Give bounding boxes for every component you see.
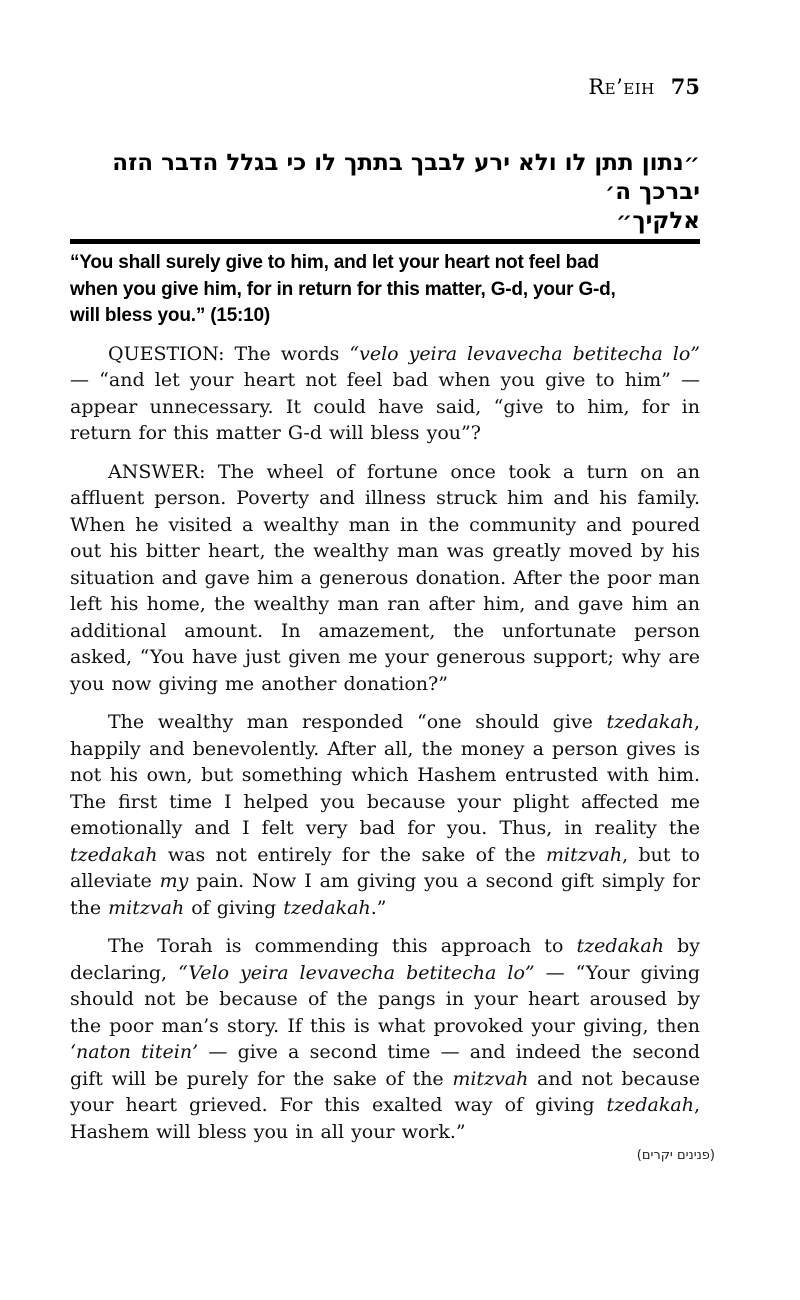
text-line: when you give him, for in return for this matter, G-d, your G-d, [70,278,616,300]
divider-rule [70,239,700,244]
paragraph: QUESTION: The words “velo yeira levavecha betitecha lo” — “and let your heart not feel bad when you give to him” — appear unnecessary. It could have said, “give to him, for in return for this matter G-d will bless you”? [70,342,700,444]
page-number: 75 [670,74,700,99]
paragraph: The wealthy man responded “one should give tzedakah, happily and benevolently. After all, the money a person gives is not his own, but something which Hashem entrusted with him. The first time I helped you because your plight affected me emotionally and I felt very bad for you. Thus, in reality the tzedakah was not entirely for the sake of the mitzvah, but to alleviate my pain. Now I am giving you a second gift simply for the mitzvah of giving tzedakah.” [70,711,700,919]
paragraph: The Torah is commending this approach to tzedakah by declaring, “Velo yeira levavecha betitecha lo” — “Your giving should not be because of the pangs in your heart aroused by the poor man’s story. If this is what provoked your giving, then ‘naton titein’ — give a second time — and indeed the second gift will be purely for the sake of the mitzvah and not because your heart grieved. For this exalted way of giving tzedakah, Hashem will bless you in all your work.” [70,935,701,1143]
verse-translation [70,250,700,330]
text-line: ״נתון תתן לו ולא ירע לבבך בתתך לו כי בגלל הדבר הזה יברכך ה׳ [112,150,700,205]
text-line: אלקיך״ [616,208,700,234]
section-title: Re’eih [588,75,655,99]
hebrew-verse [70,149,700,236]
paragraph: ANSWER: The wheel of fortune once took a turn on an affluent person. Poverty and illness struck him and his family. When he visited a wealthy man in the community and poured out his bitter heart, the wealthy man was greatly moved by his situation and gave him a generous donation. After the poor man left his home, the wealthy man ran after him, and gave him an additional amount. In amazement, the unfortunate person asked, “You have just given me your generous support; why are you now giving me another donation?” [70,460,700,695]
text-line: will bless you.” (15:10) [70,305,271,326]
body-paragraphs [70,341,700,1146]
text-line: “You shall surely give to him, and let your heart not feel bad [70,252,599,273]
page-header [70,74,700,99]
attribution: (פנינים יקרים) [636,1148,715,1163]
